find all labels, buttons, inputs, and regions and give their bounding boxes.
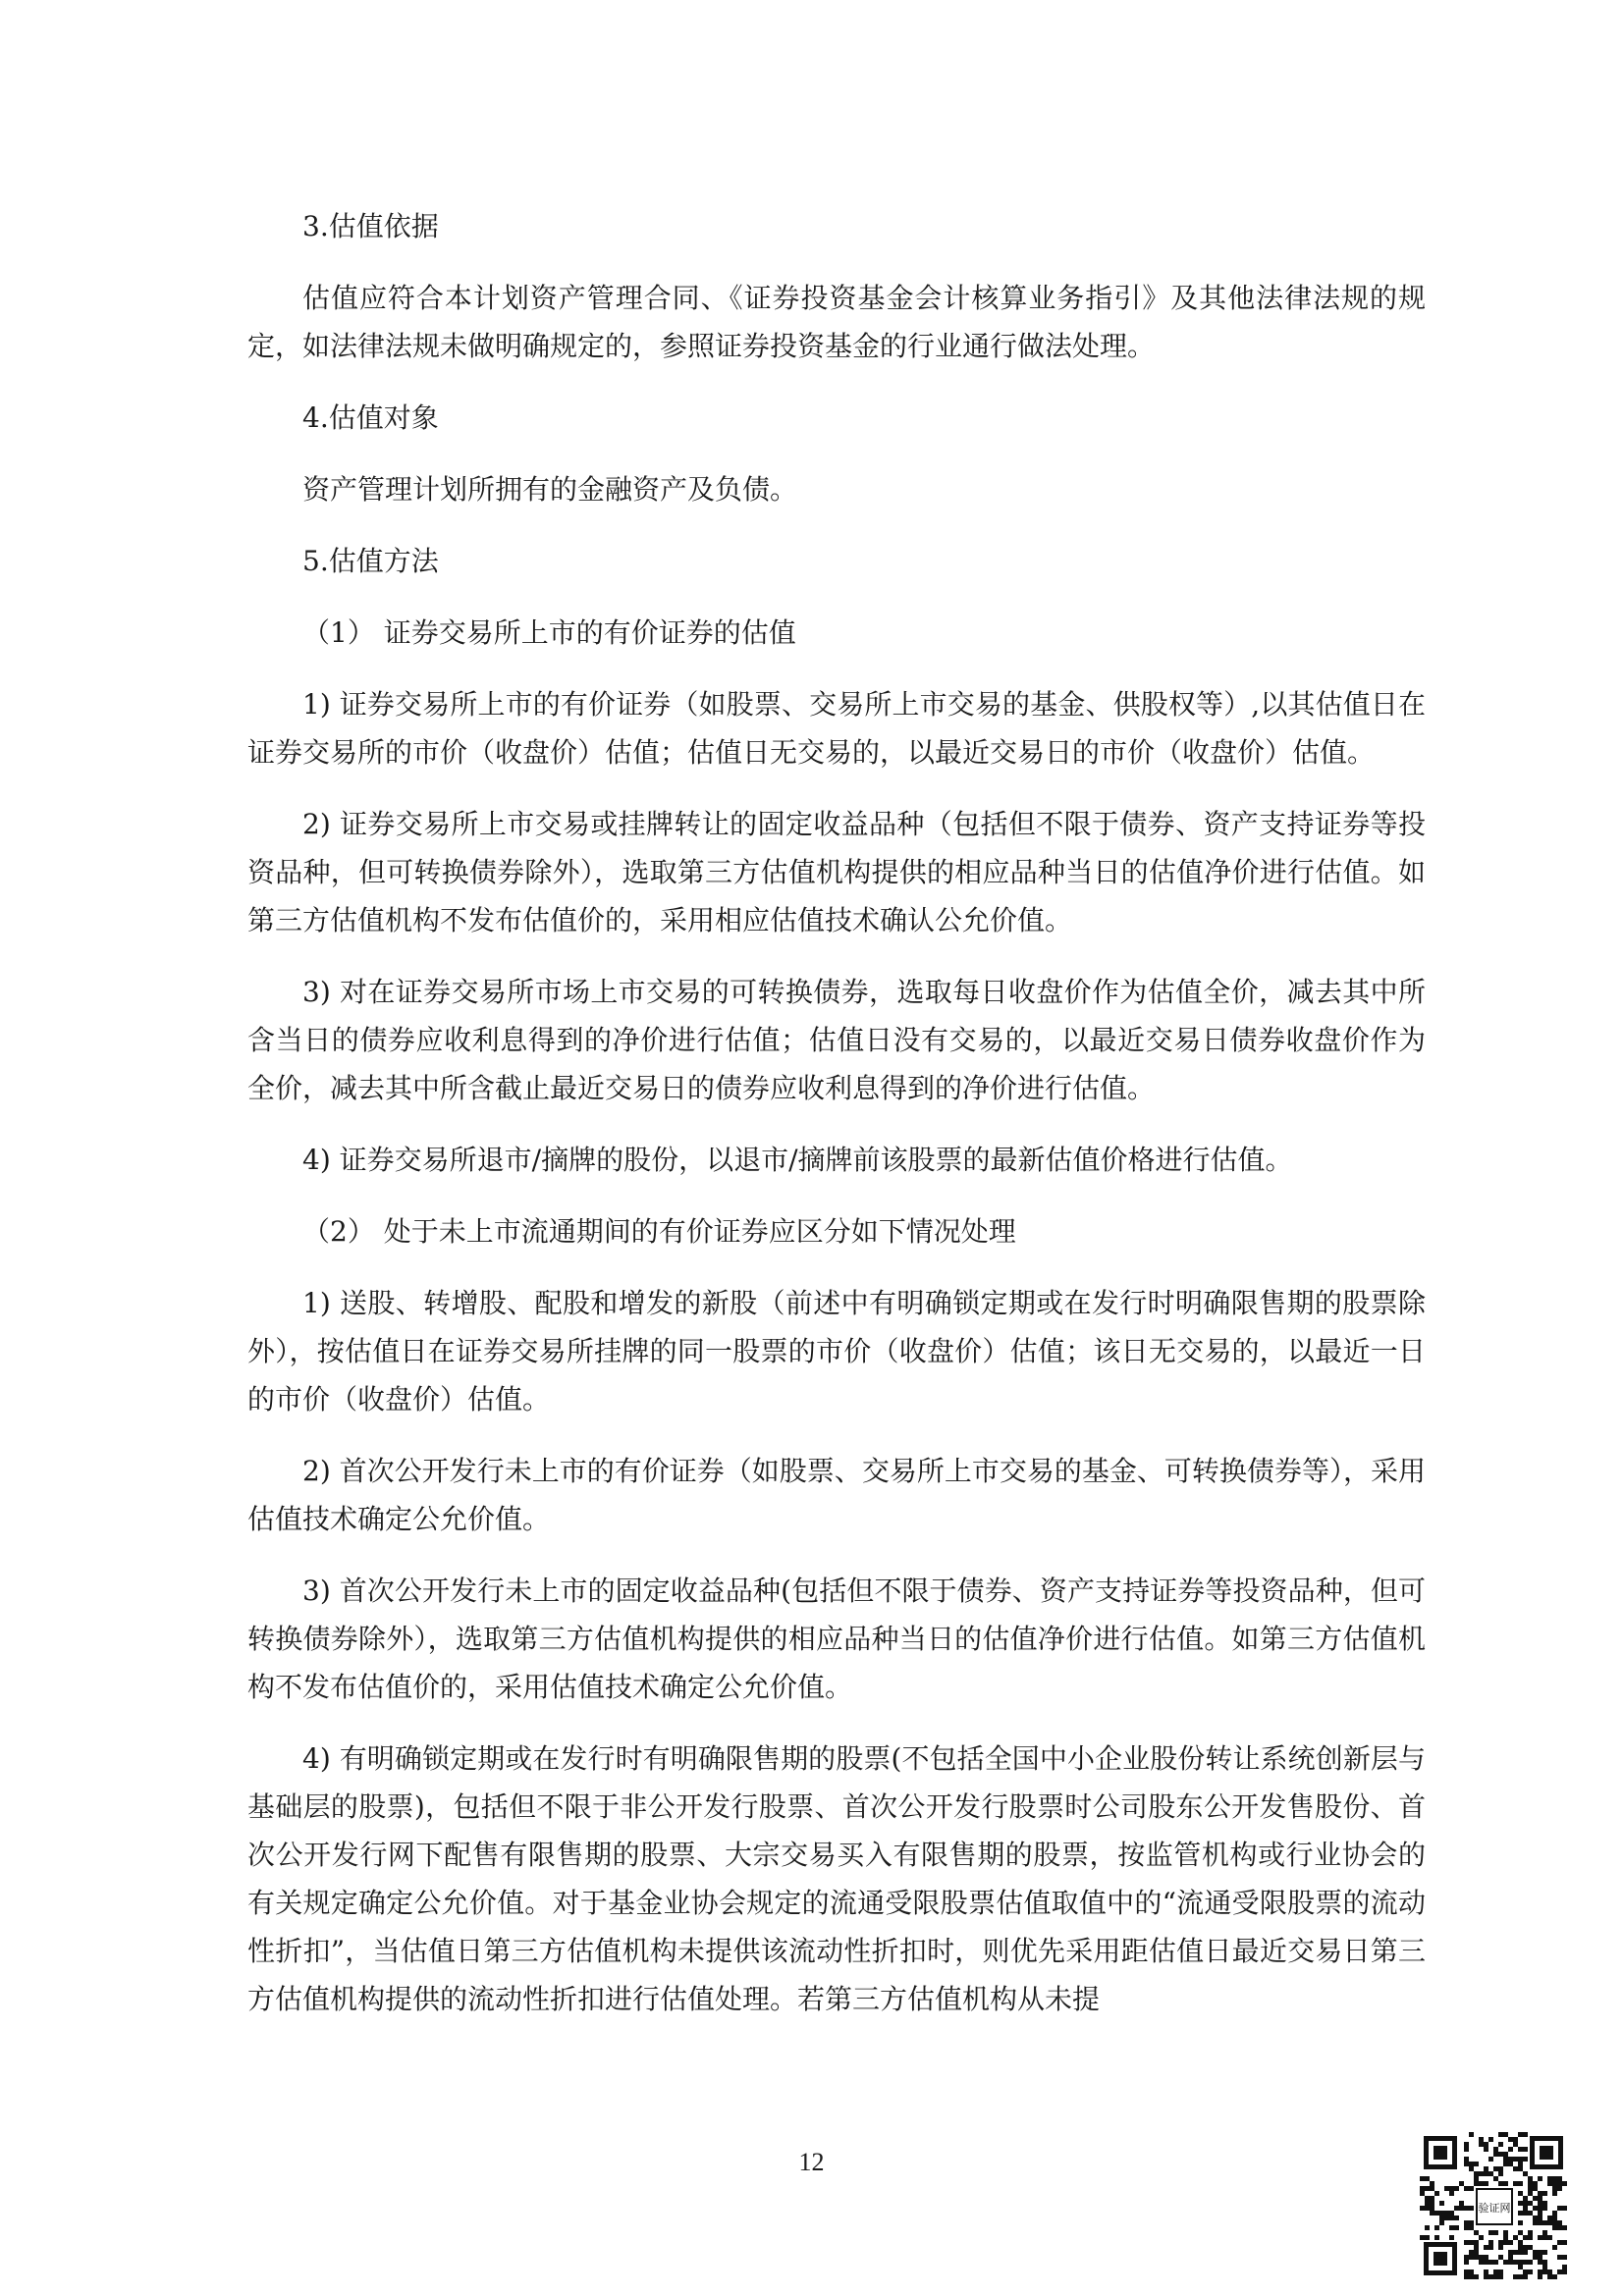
qr-label: 验证网: [1478, 2202, 1511, 2215]
paragraph: 4) 证券交易所退市/摘牌的股份，以退市/摘牌前该股票的最新估值价格进行估值。: [302, 1144, 1293, 1176]
paragraph: 2) 首次公开发行未上市的有价证券（如股票、交易所上市交易的基金、可转换债券等），采用估值技术确定公允价值。: [247, 1455, 1426, 1535]
body-text: [247, 202, 1426, 2047]
paragraph: 3) 对在证券交易所市场上市交易的可转换债券，选取每日收盘价作为估值全价，减去其中所含当日的债券应收利息得到的净价进行估值；估值日没有交易的，以最近交易日债券收盘价作为全价，减去其中所含截止最近交易日的债券应收利息得到的净价进行估值。: [247, 976, 1426, 1104]
paragraph: 估值应符合本计划资产管理合同、《证券投资基金会计核算业务指引》及其他法律法规的规定，如法律法规未做明确规定的，参照证券投资基金的行业通行做法处理。: [247, 282, 1426, 362]
paragraph-subheading: （1） 证券交易所上市的有价证券的估值: [302, 616, 796, 649]
qr-code-icon: [1420, 2132, 1567, 2279]
paragraph: 资产管理计划所拥有的金融资产及负债。: [302, 473, 798, 506]
paragraph: 4) 有明确锁定期或在发行时有明确限售期的股票(不包括全国中小企业股份转让系统创新层与基础层的股票)，包括但不限于非公开发行股票、首次公开发行股票时公司股东公开发售股份、首次公开发行网下配售有限售期的股票、大宗交易买入有限售期的股票，按监管机构或行业协会的有关规定确定公允价值。对于基金业协会规定的流通受限股票估值取值中的“流通受限股票的流动性折扣”，当估值日第三方估值机构未提供该流动性折扣时，则优先采用距估值日最近交易日第三方估值机构提供的流动性折扣进行估值处理。若第三方估值机构从未提: [247, 1742, 1426, 2015]
paragraph: 2) 证券交易所上市交易或挂牌转让的固定收益品种（包括但不限于债券、资产支持证券等投资品种，但可转换债券除外），选取第三方估值机构提供的相应品种当日的估值净价进行估值。如第三方估值机构不发布估值价的，采用相应估值技术确认公允价值。: [247, 808, 1426, 936]
page-number: 12: [798, 2148, 825, 2176]
paragraph: 3) 首次公开发行未上市的固定收益品种(包括但不限于债券、资产支持证券等投资品种，但可转换债券除外），选取第三方估值机构提供的相应品种当日的估值净价进行估值。如第三方估值机构不发布估值价的，采用估值技术确定公允价值。: [247, 1575, 1426, 1703]
paragraph-heading: 4.估值对象: [302, 401, 439, 434]
paragraph-heading: 3.估值依据: [302, 210, 439, 242]
paragraph-heading: 5.估值方法: [302, 545, 439, 577]
paragraph: 1) 证券交易所上市的有价证券（如股票、交易所上市交易的基金、供股权等）,以其估值日在证券交易所的市价（收盘价）估值；估值日无交易的，以最近交易日的市价（收盘价）估值。: [247, 688, 1426, 769]
paragraph: 1) 送股、转增股、配股和增发的新股（前述中有明确锁定期或在发行时明确限售期的股票除外），按估值日在证券交易所挂牌的同一股票的市价（收盘价）估值；该日无交易的，以最近一日的市价（收盘价）估值。: [247, 1287, 1426, 1415]
paragraph-subheading: （2） 处于未上市流通期间的有价证券应区分如下情况处理: [302, 1215, 1016, 1248]
